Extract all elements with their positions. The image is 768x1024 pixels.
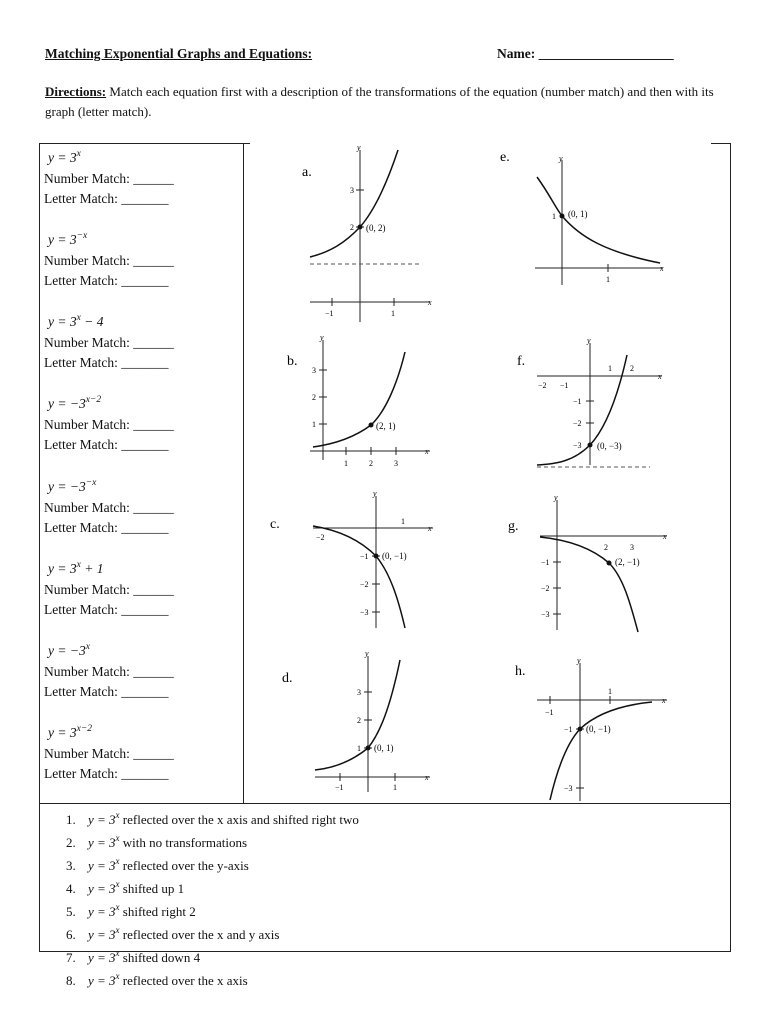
svg-text:1: 1 — [608, 687, 612, 696]
svg-text:y: y — [365, 649, 369, 658]
equation-text: $y = 3^{-x}$ — [48, 231, 88, 247]
equation-text: $y = 3^x$ — [48, 149, 81, 165]
graph-h — [512, 655, 677, 803]
description-item: 2. $y = 3^x$ with no transformations — [66, 833, 248, 850]
svg-text:−3: −3 — [573, 441, 582, 450]
svg-text:x: x — [425, 773, 429, 782]
graph-letter: f. — [517, 354, 526, 369]
svg-text:1: 1 — [357, 744, 361, 753]
graph-b — [285, 330, 435, 470]
svg-text:−3: −3 — [541, 610, 550, 619]
number-match-blank[interactable]: Number Match: ______ — [44, 252, 174, 268]
equation-item-6 — [44, 555, 174, 621]
svg-text:−2: −2 — [316, 533, 325, 542]
svg-text:−2: −2 — [541, 584, 550, 593]
equation-text: $y = -3^x$ — [48, 642, 90, 658]
letter-match-blank[interactable]: Letter Match: _______ — [44, 602, 169, 617]
point-marker — [588, 443, 593, 448]
worksheet-title: Matching Exponential Graphs and Equations: — [45, 46, 313, 61]
equation-item-1 — [44, 144, 174, 210]
svg-text:1: 1 — [608, 364, 612, 373]
svg-text:y: y — [373, 489, 377, 498]
curve — [313, 526, 405, 628]
curve — [540, 537, 638, 632]
svg-text:−1: −1 — [564, 725, 573, 734]
letter-match-blank[interactable]: Letter Match: _______ — [44, 273, 169, 288]
svg-text:−1: −1 — [325, 309, 334, 318]
svg-text:−2: −2 — [573, 419, 582, 428]
equation-item-3 — [44, 308, 174, 374]
equation-item-8 — [44, 719, 174, 785]
svg-text:x: x — [425, 447, 429, 456]
number-match-blank[interactable]: Number Match: ______ — [44, 745, 174, 761]
svg-text:x: x — [662, 696, 666, 705]
point-marker — [374, 554, 379, 559]
svg-text:(0, 1): (0, 1) — [374, 743, 394, 753]
equation-text: $y = -3^{-x}$ — [48, 478, 97, 494]
point-marker — [578, 727, 583, 732]
letter-match-blank[interactable]: Letter Match: _______ — [44, 355, 169, 370]
svg-text:3: 3 — [350, 186, 354, 195]
graph-letter: h. — [515, 664, 526, 679]
letter-match-blank[interactable]: Letter Match: _______ — [44, 684, 169, 699]
svg-text:−3: −3 — [360, 608, 369, 617]
description-item: 4. $y = 3^x$ shifted up 1 — [66, 879, 185, 896]
equation-item-4 — [44, 390, 174, 456]
svg-text:2: 2 — [350, 223, 354, 232]
svg-text:x: x — [658, 372, 662, 381]
graph-e — [495, 145, 675, 295]
equation-text: $y = 3^x - 4$ — [48, 313, 104, 329]
graph-letter: d. — [282, 671, 293, 686]
equation-item-2 — [44, 226, 174, 292]
svg-text:y: y — [577, 656, 581, 665]
letter-match-blank[interactable]: Letter Match: _______ — [44, 191, 169, 206]
point-marker — [366, 746, 371, 751]
point-marker — [369, 423, 374, 428]
svg-text:(0, −1): (0, −1) — [586, 724, 611, 734]
descriptions-list — [66, 806, 359, 990]
curve — [313, 352, 405, 447]
svg-text:−1: −1 — [335, 783, 344, 792]
svg-text:2: 2 — [604, 543, 608, 552]
point-marker — [560, 214, 565, 219]
curve — [310, 150, 398, 257]
border-line — [244, 143, 250, 144]
svg-text:1: 1 — [606, 275, 610, 284]
svg-text:1: 1 — [312, 420, 316, 429]
svg-text:y: y — [357, 143, 361, 152]
directions-text: Match each equation first with a description of the transformations of the equation (number match) and then with its graph (letter match). — [45, 84, 714, 119]
directions — [45, 82, 735, 122]
svg-text:2: 2 — [630, 364, 634, 373]
svg-text:3: 3 — [357, 688, 361, 697]
description-item: 1. $y = 3^x$ reflected over the x axis and shifted right two — [66, 810, 359, 827]
description-item: 5. $y = 3^x$ shifted right 2 — [66, 902, 196, 919]
graph-a — [280, 140, 450, 325]
point-marker — [358, 225, 363, 230]
svg-text:y: y — [554, 493, 558, 502]
svg-text:y: y — [587, 336, 591, 345]
curve — [315, 660, 400, 770]
svg-text:2: 2 — [357, 716, 361, 725]
equation-item-5 — [44, 473, 174, 539]
graph-f — [512, 335, 672, 475]
svg-text:x: x — [428, 524, 432, 533]
svg-text:−1: −1 — [545, 708, 554, 717]
svg-text:2: 2 — [369, 459, 373, 468]
svg-text:1: 1 — [552, 212, 556, 221]
svg-text:3: 3 — [394, 459, 398, 468]
letter-match-blank[interactable]: Letter Match: _______ — [44, 766, 169, 781]
svg-text:−3: −3 — [564, 784, 573, 793]
number-match-blank[interactable]: Number Match: ______ — [44, 663, 174, 679]
description-item: 3. $y = 3^x$ reflected over the y-axis — [66, 856, 249, 873]
svg-text:1: 1 — [391, 309, 395, 318]
svg-text:x: x — [660, 264, 664, 273]
graph-g — [505, 492, 675, 634]
svg-text:1: 1 — [344, 459, 348, 468]
number-match-blank[interactable]: Number Match: ______ — [44, 499, 174, 515]
equation-text: $y = -3^{x-2}$ — [48, 395, 102, 411]
svg-text:(0, −1): (0, −1) — [382, 551, 407, 561]
description-item: 8. $y = 3^x$ reflected over the x axis — [66, 971, 248, 988]
svg-text:2: 2 — [312, 393, 316, 402]
svg-text:−1: −1 — [573, 397, 582, 406]
border-line — [711, 143, 731, 144]
description-item: 7. $y = 3^x$ shifted down 4 — [66, 948, 201, 965]
number-match-blank[interactable]: Number Match: ______ — [44, 170, 174, 186]
graph-letter: e. — [500, 150, 510, 165]
name-field[interactable]: Name: ____________________ — [497, 46, 674, 61]
svg-text:x: x — [663, 532, 667, 541]
svg-text:−1: −1 — [560, 381, 569, 390]
svg-text:(2, 1): (2, 1) — [376, 421, 396, 431]
svg-text:−2: −2 — [538, 381, 547, 390]
graph-c — [268, 488, 438, 633]
svg-text:1: 1 — [393, 783, 397, 792]
letter-match-blank[interactable]: Letter Match: _______ — [44, 437, 169, 452]
directions-label: Directions: — [45, 84, 107, 99]
svg-text:3: 3 — [312, 366, 316, 375]
description-item: 6. $y = 3^x$ reflected over the x and y axis — [66, 925, 280, 942]
svg-text:y: y — [320, 333, 324, 342]
svg-text:3: 3 — [630, 543, 634, 552]
svg-text:1: 1 — [401, 517, 405, 526]
border-line — [730, 143, 731, 804]
graph-letter: b. — [287, 354, 298, 369]
letter-match-blank[interactable]: Letter Match: _______ — [44, 520, 169, 535]
svg-text:(0, 2): (0, 2) — [366, 223, 386, 233]
svg-text:(0, 1): (0, 1) — [568, 209, 588, 219]
equation-text: $y = 3^x + 1$ — [48, 560, 104, 576]
number-match-blank[interactable]: Number Match: ______ — [44, 334, 174, 350]
svg-text:(0, −3): (0, −3) — [597, 441, 622, 451]
graph-letter: c. — [270, 517, 280, 532]
number-match-blank[interactable]: Number Match: ______ — [44, 581, 174, 597]
equation-item-7 — [44, 637, 174, 703]
graph-d — [280, 648, 440, 793]
svg-text:x: x — [428, 298, 432, 307]
graph-letter: a. — [302, 165, 312, 180]
equation-text: $y = 3^{x-2}$ — [48, 724, 92, 740]
svg-text:y: y — [559, 154, 563, 163]
svg-text:(2, −1): (2, −1) — [615, 557, 640, 567]
point-marker — [607, 561, 612, 566]
svg-text:−2: −2 — [360, 580, 369, 589]
graph-letter: g. — [508, 519, 519, 534]
number-match-blank[interactable]: Number Match: ______ — [44, 416, 174, 432]
svg-text:−1: −1 — [360, 552, 369, 561]
svg-text:−1: −1 — [541, 558, 550, 567]
